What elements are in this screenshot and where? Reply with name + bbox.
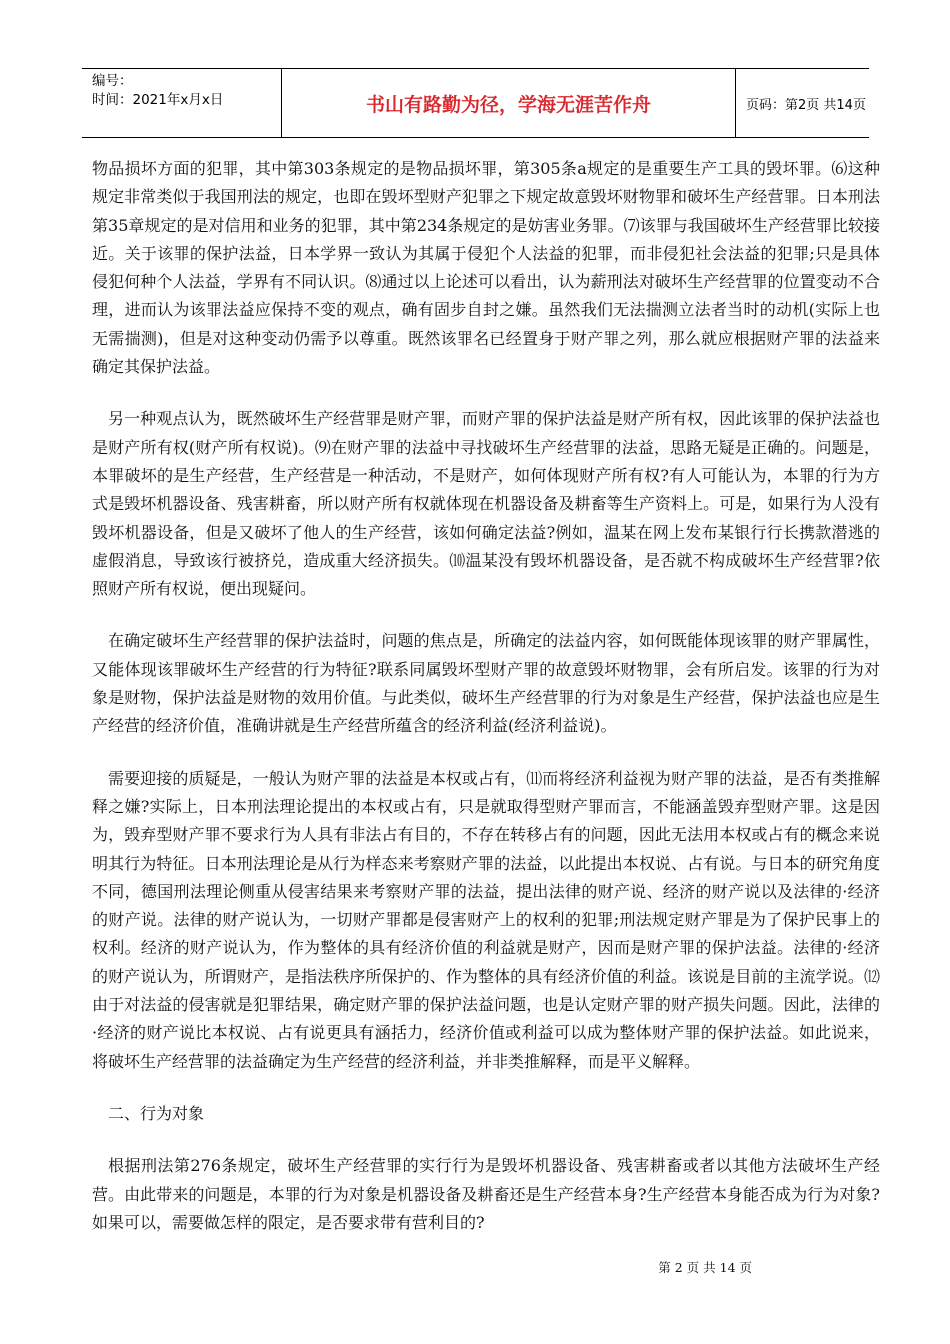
paragraph: 物品损坏方面的犯罪，其中第303条规定的是物品损坏罪，第305条a规定的是重要生产工具的毁坏罪。⑹这种规定非常类似于我国刑法的规定，也即在毁坏型财产犯罪之下规定故意毁坏财物罪和破坏生产经营罪。日本刑法第35章规定的是对信用和业务的犯罪，其中第234条规定的是妨害业务罪。⑺该罪与我国破坏生产经营罪比较接近。关于该罪的保护法益，日本学界一致认为其属于侵犯个人法益的犯罪，而非侵犯社会法益的犯罪;只是具体侵犯何种个人法益，学界有不同认识。⑻通过以上论述可以看出，认为薪刑法对破坏生产经营罪的位置变动不合理，进而认为该罪法益应保持不变的观点，确有固步自封之嫌。虽然我们无法揣测立法者当时的动机(实际上也无需揣测)，但是对这种变动仍需予以尊重。既然该罪名已经置身于财产罪之列，那么就应根据财产罪的法益来确定其保护法益。 — [92, 159, 880, 377]
body-text — [92, 155, 880, 1261]
section-heading: 二、行为对象 — [108, 1103, 205, 1123]
header-motto-cell — [282, 69, 736, 137]
page-header — [82, 68, 869, 138]
time-label: 时间：2021年x月x日 — [92, 92, 224, 108]
number-label: 编号： — [92, 73, 133, 89]
page-footer: 第 2 页 共 14 页 — [658, 1260, 752, 1275]
paragraph: 另一种观点认为，既然破坏生产经营罪是财产罪，而财产罪的保护法益是财产所有权，因此该罪的保护法益也是财产所有权(财产所有权说)。⑼在财产罪的法益中寻找破坏生产经营罪的法益，思路无疑是正确的。问题是，本罪破坏的是生产经营，生产经营是一种活动，不是财产，如何体现财产所有权?有人可能认为，本罪的行为方式是毁坏机器设备、残害耕畜，所以财产所有权就体现在机器设备及耕畜等生产资料上。可是，如果行为人没有毁坏机器设备，但是又破坏了他人的生产经营，该如何确定法益?例如，温某在网上发布某银行行长携款潜逃的虚假消息，导致该行被挤兑，造成重大经济损失。⑽温某没有毁坏机器设备，是否就不构成破坏生产经营罪?依照财产所有权说，便出现疑问。 — [92, 409, 880, 599]
paragraph: 在确定破坏生产经营罪的保护法益时，问题的焦点是，所确定的法益内容，如何既能体现该罪的财产罪属性，又能体现该罪破坏生产经营的行为特征?联系同属毁坏型财产罪的故意毁坏财物罪，会有所启发。该罪的行为对象是财物，保护法益是财物的效用价值。与此类似，破坏生产经营罪的行为对象是生产经营，保护法益也应是生产经营的经济价值，准确讲就是生产经营所蕴含的经济利益(经济利益说)。 — [92, 631, 880, 736]
page-number-label: 页码：第2页 共14页 — [746, 97, 866, 113]
header-page-cell — [736, 69, 869, 137]
paragraph: 根据刑法第276条规定，破坏生产经营罪的实行行为是毁坏机器设备、残害耕畜或者以其他方法破坏生产经营。由此带来的问题是，本罪的行为对象是机器设备及耕畜还是生产经营本身?生产经营本身能否成为行为对象?如果可以，需要做怎样的限定，是否要求带有营利目的? — [92, 1156, 880, 1232]
paragraph: 需要迎接的质疑是，一般认为财产罪的法益是本权或占有，⑾而将经济利益视为财产罪的法益，是否有类推解释之嫌?实际上，日本刑法理论提出的本权或占有，只是就取得型财产罪而言，不能涵盖毁弃型财产罪。这是因为，毁弃型财产罪不要求行为人具有非法占有目的，不存在转移占有的问题，因此无法用本权或占有的概念来说明其行为特征。日本刑法理论是从行为样态来考察财产罪的法益，以此提出本权说、占有说。与日本的研究角度不同，德国刑法理论侧重从侵害结果来考察财产罪的法益，提出法律的财产说、经济的财产说以及法律的·经济的财产说。法律的财产说认为，一切财产罪都是侵害财产上的权利的犯罪;刑法规定财产罪是为了保护民事上的权利。经济的财产说认为，作为整体的具有经济价值的利益就是财产，因而是财产罪的保护法益。法律的·经济的财产说认为，所谓财产，是指法秩序所保护的、作为整体的具有经济价值的利益。该说是目前的主流学说。⑿由于对法益的侵害就是犯罪结果，确定财产罪的保护法益问题，也是认定财产罪的财产损失问题。因此，法律的·经济的财产说比本权说、占有说更具有涵括力，经济价值或利益可以成为整体财产罪的保护法益。如此说来，将破坏生产经营罪的法益确定为生产经营的经济利益，并非类推解释，而是平义解释。 — [92, 768, 880, 1071]
motto-text: 书山有路勤为径，学海无涯苦作舟 — [365, 93, 651, 116]
header-meta — [82, 69, 282, 137]
